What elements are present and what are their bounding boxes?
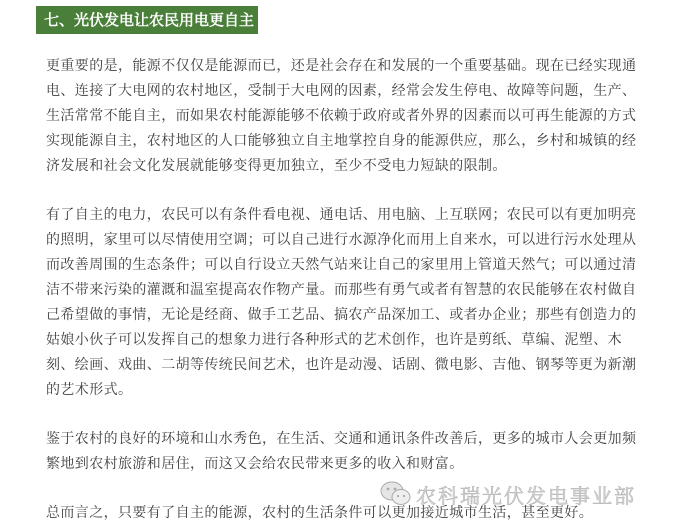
text-line: 电、连接了大电网的农村地区，受制于大电网的因素，经常会发生停电、故障等问题，生产、 xyxy=(46,83,637,99)
text-line: 实现能源自主，农村地区的人口能够独立自主地掌控自身的能源供应，那么，乡村和城镇的经 xyxy=(46,133,637,149)
watermark-text: 农科瑞光伏发电事业部 xyxy=(416,484,636,508)
text-line: 刻、绘画、戏曲、二胡等传统民间艺术，也许是动漫、话剧、微电影、吉他、钢琴等更为新潮 xyxy=(46,357,637,373)
text-line: 姑娘小伙子可以发挥自己的想象力进行各种形式的艺术创作，也许是剪纸、草编、泥塑、木 xyxy=(46,332,622,348)
paragraph-rural-tourism xyxy=(46,427,666,477)
text-line: 的艺术形式。 xyxy=(46,382,133,398)
paragraph-autonomous-power xyxy=(46,203,666,403)
text-line: 洁不带来污染的灌溉和温室提高农作物产量。而那些有勇气或者有智慧的农民能够在农村做自 xyxy=(46,282,637,298)
text-line: 生活常常不能自主，而如果农村能源能够不依赖于政府或者外界的因素而以可再生能源的方式 xyxy=(46,108,637,124)
text-line: 繁地到农村旅游和居住，而这又会给农民带来更多的收入和财富。 xyxy=(46,456,464,472)
text-line: 己希望做的事情，无论是经商、做手工艺品、搞农产品深加工、或者办企业；那些有创造力的 xyxy=(46,307,637,323)
text-line: 更重要的是，能源不仅仅是能源而已，还是社会存在和发展的一个重要基础。现在已经实现通 xyxy=(46,58,637,74)
paragraph-energy-importance xyxy=(46,54,666,179)
section-heading: 七、光伏发电让农民用电更自主 xyxy=(36,6,258,34)
text-line: 鉴于农村的良好的环境和山水秀色，在生活、交通和通讯条件改善后，更多的城市人会更加频 xyxy=(46,431,637,447)
text-line: 有了自主的电力，农民可以有条件看电视、通电话、用电脑、上互联网；农民可以有更加明亮 xyxy=(46,207,637,223)
text-line: 济发展和社会文化发展就能够变得更加独立，至少不受电力短缺的限制。 xyxy=(46,158,507,174)
article-body xyxy=(46,54,666,526)
text-line: 的照明，家里可以尽情使用空调；可以自己进行水源净化而用上自来水，可以进行污水处理从 xyxy=(46,232,637,248)
text-line: 而改善周围的生态条件；可以自行设立天然气站来让自己的家里用上管道天然气；可以通过清 xyxy=(46,257,637,273)
text-line: 总而言之，只要有了自主的能源，农村的生活条件可以更加接近城市生活，甚至更好。 xyxy=(46,505,594,521)
